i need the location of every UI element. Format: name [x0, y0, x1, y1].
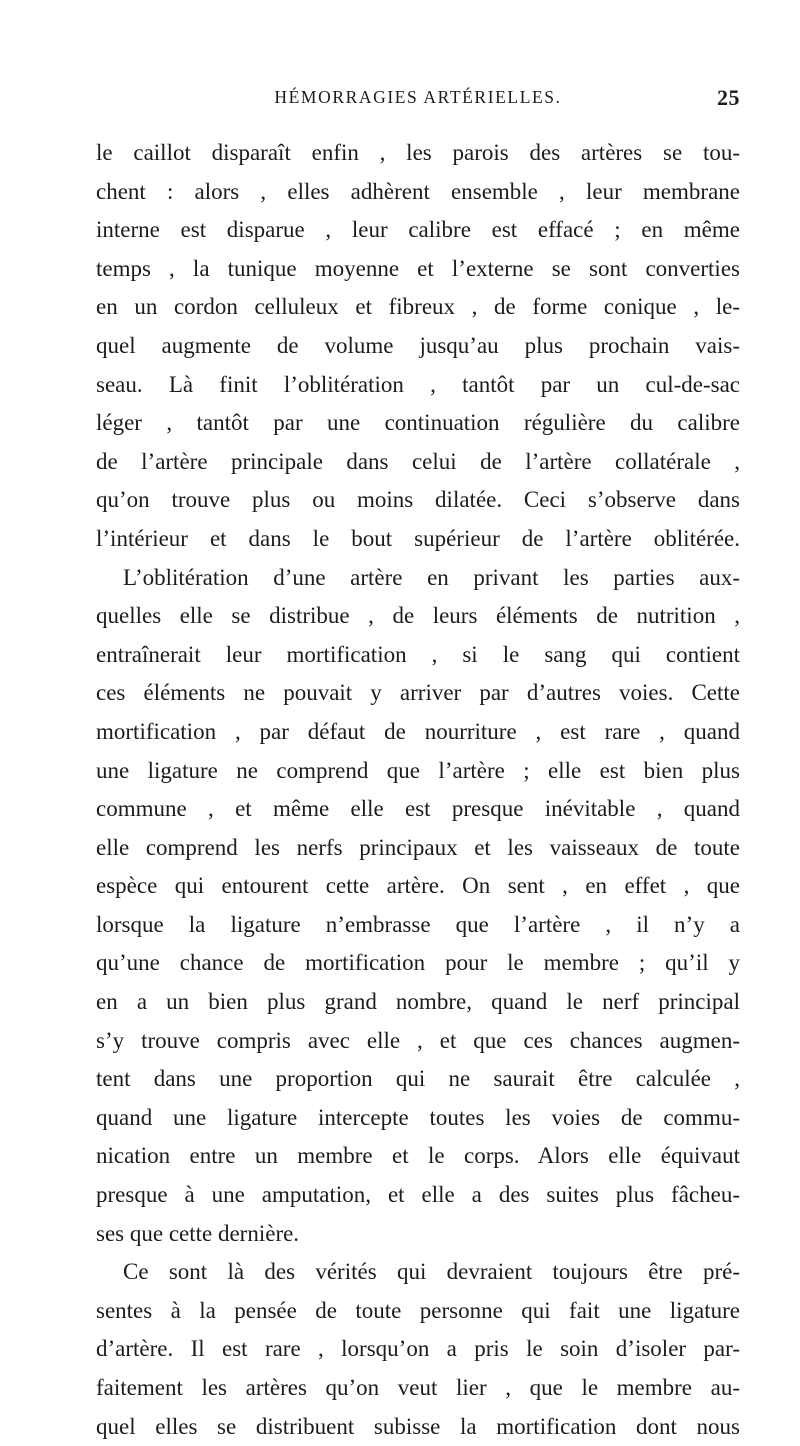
page-number: 25	[717, 85, 740, 110]
text-line: l’intérieur et dans le bout supérieur de l’artère oblitérée.	[96, 525, 740, 551]
text-line: presque à une amputation, et elle a des suites plus fâcheu-	[96, 1182, 740, 1208]
paragraph-last-line: ses que cette dernière.	[96, 1220, 300, 1246]
paragraph-first-line: L’oblitération d’une artère en privant les parties aux-	[123, 564, 740, 590]
text-line: sentes à la pensée de toute personne qui fait une ligature	[96, 1297, 740, 1323]
text-line: tent dans une proportion qui ne saurait être calculée ,	[96, 1066, 740, 1092]
running-head	[96, 87, 740, 117]
text-line: interne est disparue , leur calibre est effacé ; en même	[96, 217, 740, 243]
text-line: en a un bien plus grand nombre, quand le nerf principal	[96, 989, 740, 1015]
body-text	[96, 134, 740, 1446]
text-line: qu’on trouve plus ou moins dilatée. Ceci s’observe dans	[96, 487, 740, 513]
text-line: une ligature ne comprend que l’artère ; elle est bien plus	[96, 757, 740, 783]
text-line: ces éléments ne pouvait y arriver par d’autres voies. Cette	[96, 680, 740, 706]
text-line: quelles elle se distribue , de leurs éléments de nutrition ,	[96, 603, 740, 629]
text-line: seau. Là finit l’oblitération , tantôt par un cul-de-sac	[96, 371, 740, 397]
paragraph-first-line: Ce sont là des vérités qui devraient toujours être pré-	[123, 1259, 740, 1285]
text-line: quel elles se distribuent subisse la mortification dont nous	[96, 1413, 740, 1439]
text-line: entraînerait leur mortification , si le sang qui contient	[96, 641, 740, 667]
text-line: faitement les artères qu’on veut lier , que le membre au-	[96, 1375, 740, 1400]
text-line: chent : alors , elles adhèrent ensemble , leur membrane	[96, 178, 740, 204]
text-line: mortification , par défaut de nourriture , est rare , quand	[96, 718, 740, 744]
text-line: commune , et même elle est presque inévitable , quand	[96, 796, 740, 822]
text-line: quel augmente de volume jusqu’au plus prochain vais-	[96, 332, 740, 358]
text-line: elle comprend les nerfs principaux et les vaisseaux de toute	[96, 834, 740, 860]
running-title: HÉMORRAGIES ARTÉRIELLES.	[274, 87, 562, 107]
text-line: temps , la tunique moyenne et l’externe se sont converties	[96, 255, 740, 281]
text-line: qu’une chance de mortification pour le membre ; qu’il y	[96, 950, 740, 976]
text-line: lorsque la ligature n’embrasse que l’artère , il n’y a	[96, 911, 740, 937]
text-line: léger , tantôt par une continuation régulière du calibre	[96, 410, 740, 436]
text-line: espèce qui entourent cette artère. On sent , en effet , que	[96, 873, 740, 899]
text-line: de l’artère principale dans celui de l’artère collatérale ,	[96, 448, 740, 474]
text-line: quand une ligature intercepte toutes les voies de commu-	[96, 1104, 740, 1130]
text-line: s’y trouve compris avec elle , et que ces chances augmen-	[96, 1027, 740, 1053]
text-line: nication entre un membre et le corps. Alors elle équivaut	[96, 1143, 740, 1169]
text-line: d’artère. Il est rare , lorsqu’on a pris le soin d’isoler par-	[96, 1336, 740, 1362]
text-line: en un cordon celluleux et fibreux , de forme conique , le-	[96, 294, 740, 320]
text-line: le caillot disparaît enfin , les parois des artères se tou-	[96, 140, 740, 165]
